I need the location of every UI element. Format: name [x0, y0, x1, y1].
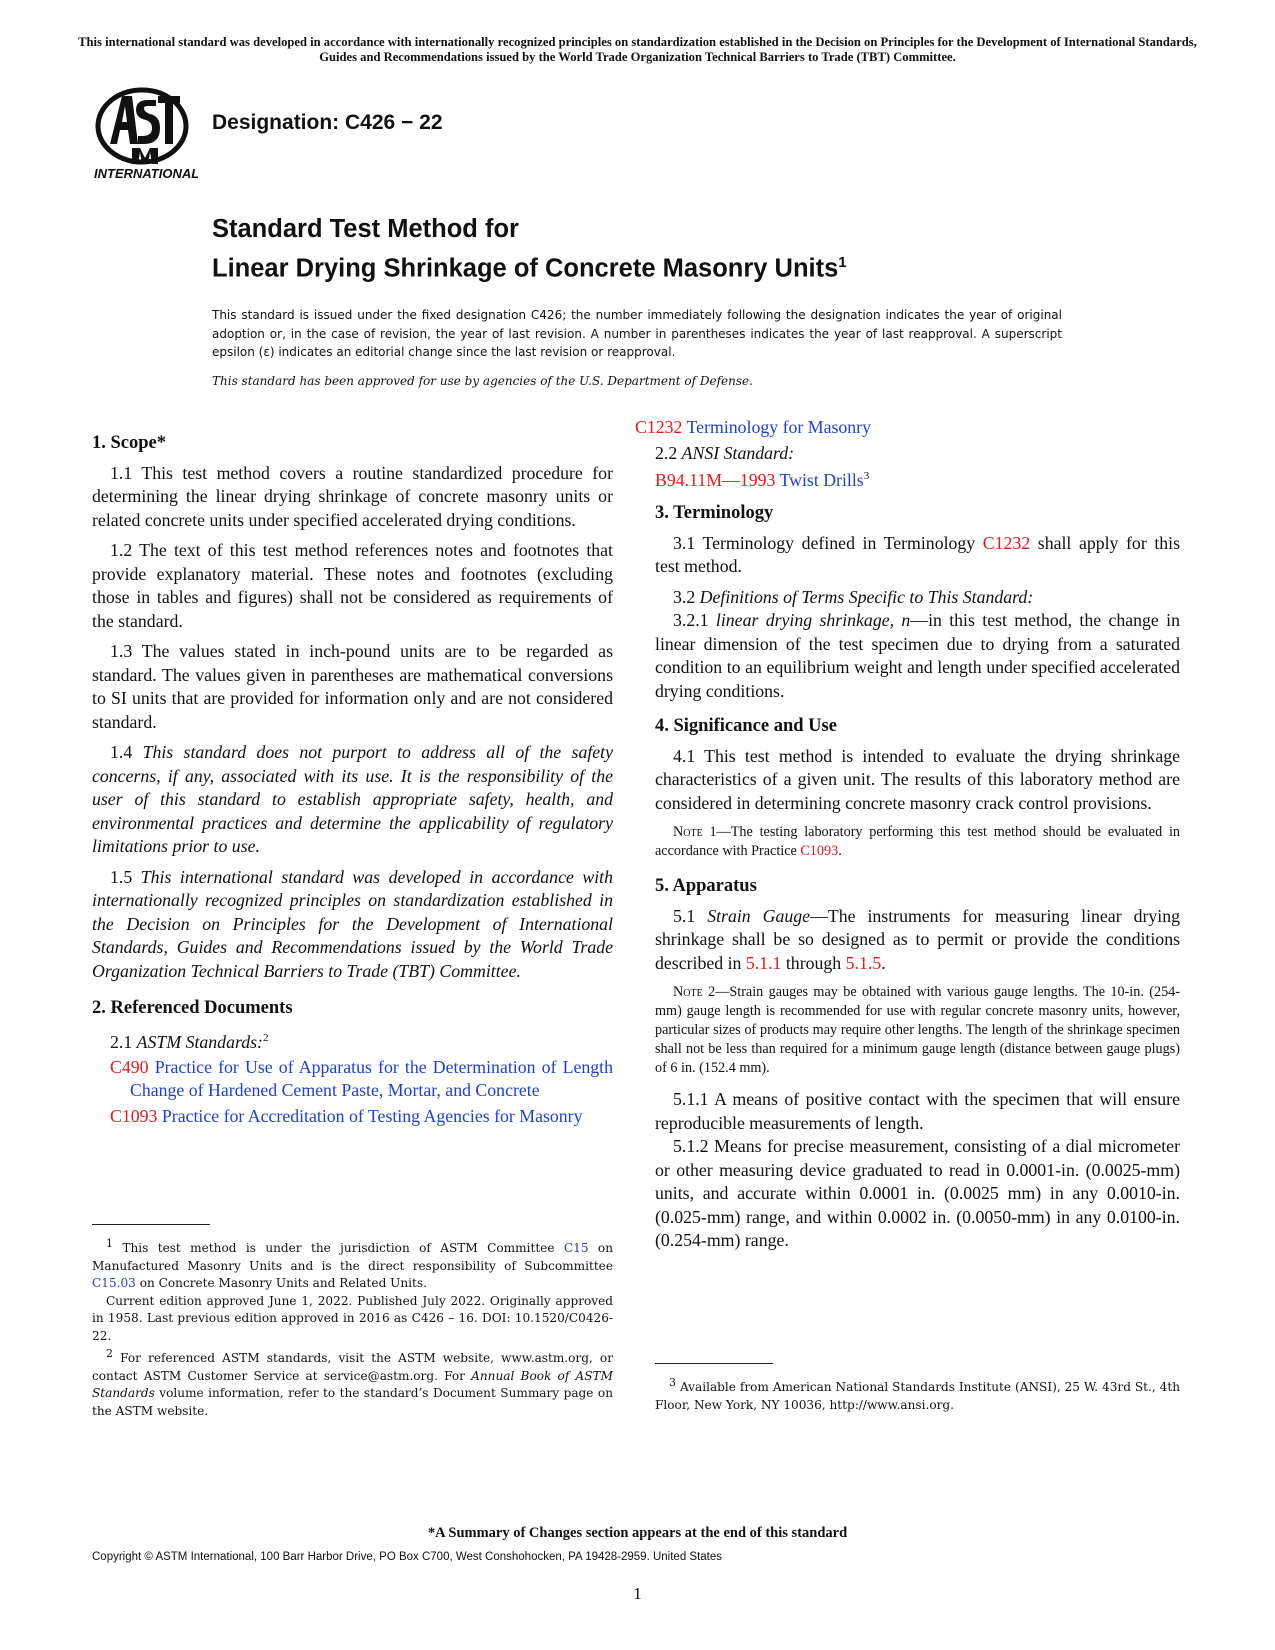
paragraph-3-2 — [655, 586, 1180, 610]
footnote-3 — [655, 1374, 1180, 1414]
paragraph-5-1-text-a: —The instruments for measuring linear drying shrinkage shall be so designed as to permit or provide the conditions described in — [655, 905, 1181, 973]
paragraph-3-2-text: Definitions of Terms Specific to This Standard: — [699, 586, 1034, 607]
paragraph-1-3: 1.3 The values stated in inch-pound units are to be regarded as standard. The values given in parentheses are mathematical conversions to SI units that are provided for information only and are not considered standard. — [92, 641, 613, 732]
paragraph-1-1: 1.1 This test method covers a routine standardized procedure for determining the linear drying shrinkage of concrete masonry units or related concrete units under specified accelerated drying conditions. — [92, 462, 613, 530]
paragraph-3-1-text-b: shall apply for this test method. — [655, 532, 1181, 577]
footnote-3-text: Available from American National Standards Institute (ANSI), 25 W. 43rd St., 4th Floor, New York, NY 10036, http://www.ansi.org. — [655, 1380, 1180, 1412]
note-1-label: Note 1 — [673, 824, 717, 841]
note-2-text: —Strain gauges may be obtained with various gauge lengths. The 10-in. (254-mm) gauge length is recommended for use with regular concrete masonry units, however, particular sizes of products may require other lengths. The length of the shrinkage specimen shall not be less than required for a minimum gauge length (distance between gauge plugs) of 6 in. (152.4 mm). — [655, 984, 1180, 1077]
astm-logo-icon — [92, 86, 198, 180]
reference-code[interactable]: C1093 — [110, 1105, 158, 1126]
footnote-1-text-a: This test method is under the jurisdiction of ASTM Committee — [113, 1241, 564, 1256]
footnote-divider — [655, 1363, 773, 1364]
footnote-1 — [92, 1235, 613, 1293]
section-heading-terminology: 3. Terminology — [655, 503, 774, 524]
footnote-2-text-a: For referenced ASTM standards, visit the ASTM website, www.astm.org, or contact ASTM Customer Service at service@astm.org. For — [92, 1351, 613, 1383]
footnote-2-italic: Annual Book of ASTM Standards — [92, 1368, 613, 1401]
footnotes-left — [92, 1224, 613, 1420]
note-1-text-a: —The testing laboratory performing this test method should be evaluated in accordance with Practice — [655, 824, 1181, 860]
reference-b94[interactable] — [655, 465, 1180, 492]
footnote-1-edition: Current edition approved June 1, 2022. Published July 2022. Originally approved in 1958. Last previous edition approved in 2016 as C426 – 16. DOI: 10.1520/C0426-22. — [92, 1293, 613, 1343]
section-heading-significance: 4. Significance and Use — [655, 716, 837, 737]
reference-title[interactable]: Practice for Use of Apparatus for the Determination of Length Change of Hardened Cement Paste, Mortar, and Concrete — [130, 1056, 613, 1101]
paragraph-3-1-text-a: 3.1 Terminology defined in Terminology — [673, 532, 983, 553]
link-c15[interactable]: C15 — [563, 1241, 589, 1256]
dod-approval: This standard has been approved for use by agencies of the U.S. Department of Defense. — [212, 374, 753, 388]
paragraph-1-5-number: 1.5 — [110, 866, 141, 887]
footnote-2-mark: 2 — [106, 1347, 113, 1361]
reference-code[interactable]: C1232 — [635, 417, 683, 437]
astm-standards-number: 2.1 — [110, 1031, 137, 1052]
footnotes-right — [655, 1363, 1180, 1414]
ansi-footnote-mark: 3 — [863, 470, 870, 482]
footnote-1-text-c: on Concrete Masonry Units and Related Units. — [135, 1276, 427, 1291]
footnote-3-mark: 3 — [669, 1376, 676, 1389]
paragraph-5-1-text-b: . — [881, 952, 886, 973]
top-notice: This international standard was developed in accordance with internationally recognized principles on standardization established in the Decision on Principles for the Development of International Standards, Guides and Recommendations issued by the World Trade Organization Technical Barriers to Trade (TBT) Committee. — [78, 35, 1197, 64]
reference-code[interactable]: B94.11M—1993 — [655, 469, 776, 490]
paragraph-3-2-1-text: —in this test method, the change in linear dimension of the test specimen due to drying from a saturated condition to an equilibrium weight and length under specified accelerated drying conditions. — [655, 610, 1180, 701]
astm-logo — [92, 86, 198, 180]
paragraph-1-5 — [92, 866, 613, 984]
footnote-2 — [92, 1345, 613, 1420]
paragraph-1-4-number: 1.4 — [110, 742, 143, 762]
footnote-divider — [92, 1224, 210, 1225]
page-number: 1 — [633, 1584, 642, 1603]
paragraph-1-4 — [92, 741, 613, 859]
ansi-standard-number: 2.2 — [655, 442, 682, 463]
paragraph-3-2-number: 3.2 — [673, 586, 700, 607]
paragraph-5-1-2: 5.1.2 Means for precise measurement, consisting of a dial micrometer or other measuring device graduated to read in 0.0001-in. (0.0025-mm) units, and accurate within 0.0001 in. (0.0025 mm) in any 0.0010-in. (0.025-mm) range, and within 0.0002 in. (0.0050-mm) in any 0.0100-in. (0.254-mm) range. — [655, 1136, 1180, 1251]
logo-text: INTERNATIONAL — [94, 166, 198, 180]
left-column — [92, 432, 613, 1130]
paragraph-1-5-text: This international standard was developed in accordance with internationally recognized principles on standardization established in the Decision on Principles for the Development of International Standards, Guides and Recommendations issued by the World Trade Organization Technical Barriers to Trade (TBT) Committee. — [92, 866, 614, 981]
footnote-1-text-b: on Manufactured Masonry Units and is the direct responsibility of Subcommittee — [92, 1241, 614, 1273]
astm-standards-label — [92, 1027, 613, 1054]
paragraph-3-1 — [655, 532, 1180, 579]
section-heading-scope: 1. Scope* — [92, 433, 166, 453]
link-5-1-1[interactable]: 5.1.1 — [745, 952, 782, 973]
paragraph-5-1-text-mid: through — [781, 952, 846, 973]
footnote-1-mark: 1 — [106, 1237, 113, 1250]
astm-standards-footnote: 2 — [262, 1031, 269, 1044]
link-c1093[interactable]: C1093 — [800, 843, 839, 860]
reference-title[interactable]: Practice for Accreditation of Testing Agencies for Masonry — [157, 1105, 583, 1126]
term-linear-drying-shrinkage: linear drying shrinkage, n — [715, 610, 911, 631]
ansi-standard-label — [655, 442, 1180, 466]
link-c1232[interactable]: C1232 — [982, 532, 1031, 553]
paragraph-1-2: 1.2 The text of this test method references notes and footnotes that provide explanatory material. These notes and footnotes (excluding those in tables and figures) shall not be considered as requirements of the standard. — [92, 540, 613, 631]
note-1 — [655, 823, 1180, 861]
reference-c490[interactable] — [110, 1056, 613, 1103]
section-heading-apparatus: 5. Apparatus — [655, 876, 757, 897]
note-2 — [655, 983, 1180, 1078]
reference-c1232[interactable] — [635, 416, 1180, 440]
paragraph-4-1: 4.1 This test method is intended to evaluate the drying shrinkage characteristics of a given unit. The results of this laboratory method are considered in determining concrete masonry crack control provisions. — [655, 745, 1180, 813]
note-2-label: Note 2 — [673, 984, 716, 1001]
document-title — [212, 213, 847, 286]
paragraph-1-4-text: This standard does not purport to address all of the safety concerns, if any, associated with its use. It is the responsibility of the user of this standard to establish appropriate safety, health, and environmental practices and determine the applicability of regulatory limitations prior to use. — [92, 742, 613, 856]
copyright-line: Copyright © ASTM International, 100 Barr Harbor Drive, PO Box C700, West Conshohocken, PA 19428-2959. United States — [92, 1551, 723, 1563]
paragraph-5-1-1: 5.1.1 A means of positive contact with the specimen that will ensure reproducible measurements of length. — [655, 1089, 1180, 1133]
reference-code[interactable]: C490 — [110, 1056, 149, 1077]
designation: Designation: C426 − 22 — [212, 111, 443, 134]
paragraph-3-2-1-number: 3.2.1 — [673, 610, 716, 631]
title-line-2-text: Linear Drying Shrinkage of Concrete Masonry Units — [212, 254, 839, 283]
ansi-standard-text: ANSI Standard: — [681, 442, 795, 463]
title-line-2 — [212, 246, 847, 286]
astm-standards-text: ASTM Standards: — [136, 1031, 263, 1052]
paragraph-5-1-number: 5.1 — [673, 905, 708, 926]
link-c15-03[interactable]: C15.03 — [92, 1276, 136, 1291]
reference-title[interactable]: Terminology for Masonry — [682, 417, 871, 437]
title-line-1: Standard Test Method for — [212, 215, 519, 243]
note-1-text-b: . — [838, 843, 842, 860]
reference-c1093[interactable] — [110, 1105, 613, 1129]
footnote-2-text-b: volume information, refer to the standard’s Document Summary page on the ASTM website. — [92, 1386, 613, 1418]
section-heading-references: 2. Referenced Documents — [92, 998, 293, 1018]
paragraph-3-2-1 — [655, 609, 1180, 703]
term-strain-gauge: Strain Gauge — [707, 905, 811, 926]
summary-of-changes-note: *A Summary of Changes section appears at the end of this standard — [427, 1525, 848, 1541]
title-footnote-mark: 1 — [838, 254, 847, 271]
reference-title[interactable]: Twist Drills — [775, 469, 864, 490]
issuance-statement: This standard is issued under the fixed designation C426; the number immediately following the designation indicates the year of original adoption or, in the case of revision, the year of last revision. A number in parentheses indicates the year of last reapproval. A superscript epsilon (ε) indicates an editorial change since the last revision or reapproval. — [212, 308, 1062, 359]
paragraph-5-1 — [655, 905, 1180, 976]
link-5-1-5[interactable]: 5.1.5 — [845, 952, 882, 973]
right-column — [635, 417, 1181, 1260]
